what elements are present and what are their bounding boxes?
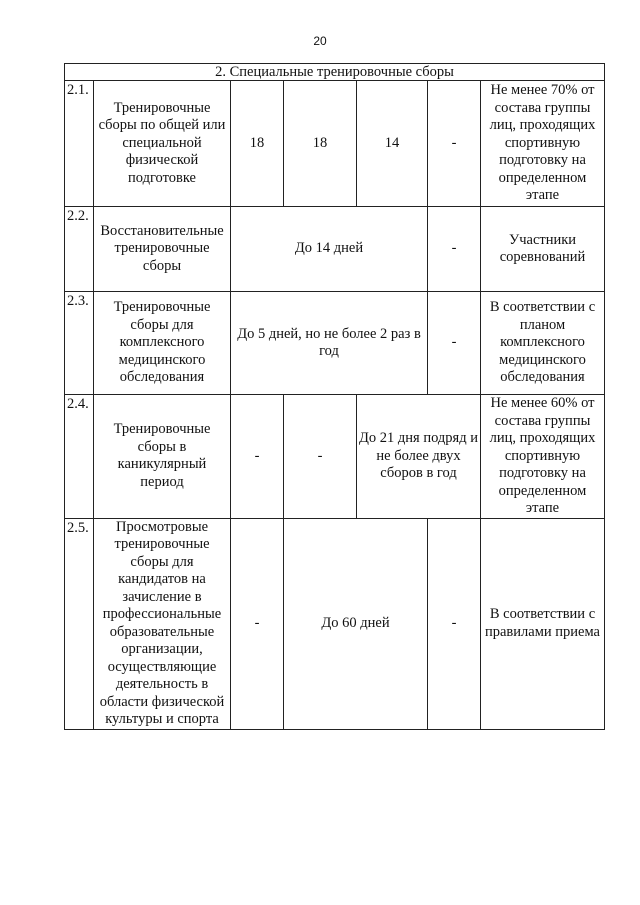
table-row: [65, 81, 605, 207]
cell-value: 14: [357, 81, 428, 207]
camp-name: Тренировочные сборы в каникулярный период: [94, 395, 231, 519]
cell-value: -: [231, 518, 284, 729]
participants-note: Не менее 70% от состава группы лиц, проходящих спортивную подготовку на определенном этапе: [481, 81, 605, 207]
camp-name: Восстановительные тренировочные сборы: [94, 207, 231, 292]
table-row: [65, 518, 605, 729]
table-row: [65, 395, 605, 519]
section-title: 2. Специальные тренировочные сборы: [65, 64, 605, 81]
cell-value: -: [428, 207, 481, 292]
cell-value: 18: [284, 81, 357, 207]
cell-value: -: [231, 395, 284, 519]
cell-value: -: [284, 395, 357, 519]
row-number: 2.3.: [65, 292, 94, 395]
table-row: [65, 292, 605, 395]
cell-value: -: [428, 81, 481, 207]
training-camps-table: [64, 63, 605, 730]
cell-value: 18: [231, 81, 284, 207]
cell-value: -: [428, 292, 481, 395]
table-row: [65, 207, 605, 292]
page-number: 20: [313, 34, 327, 48]
row-number: 2.1.: [65, 81, 94, 207]
participants-note: Участники соревнований: [481, 207, 605, 292]
duration-span: До 14 дней: [231, 207, 428, 292]
section-header-row: [65, 64, 605, 81]
row-number: 2.4.: [65, 395, 94, 519]
duration-span: До 60 дней: [284, 518, 428, 729]
camp-name: Тренировочные сборы по общей или специальной физической подготовке: [94, 81, 231, 207]
duration-span: До 5 дней, но не более 2 раз в год: [231, 292, 428, 395]
participants-note: В соответствии с правилами приема: [481, 518, 605, 729]
duration-span: До 21 дня подряд и не более двух сборов в год: [357, 395, 481, 519]
participants-note: Не менее 60% от состава группы лиц, проходящих спортивную подготовку на определенном этапе: [481, 395, 605, 519]
camp-name: Тренировочные сборы для комплексного медицинского обследования: [94, 292, 231, 395]
row-number: 2.5.: [65, 518, 94, 729]
camp-name: Просмотровые тренировочные сборы для кандидатов на зачисление в профессиональные образовательные организации, осуществляющие деятельность в области физической культуры и спорта: [94, 518, 231, 729]
participants-note: В соответствии с планом комплексного медицинского обследования: [481, 292, 605, 395]
cell-value: -: [428, 518, 481, 729]
row-number: 2.2.: [65, 207, 94, 292]
